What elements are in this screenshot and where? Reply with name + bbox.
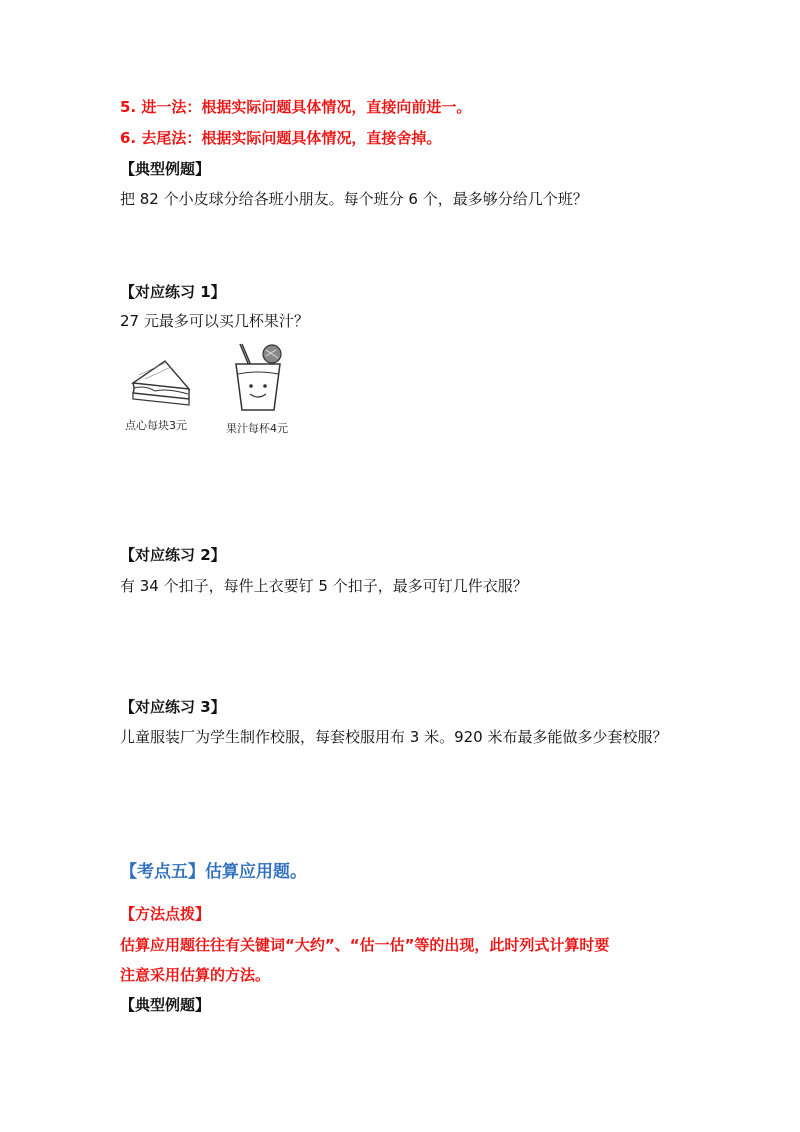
section-5-title: 【考点五】估算应用题。	[120, 862, 307, 882]
sandwich-icon	[125, 355, 195, 414]
rule-6: 6. 去尾法：根据实际问题具体情况，直接舍掉。	[120, 129, 442, 147]
juice-cup-icon	[228, 342, 288, 418]
practice-1-question: 27 元最多可以买几杯果汁？	[120, 312, 309, 330]
method-line-1: 估算应用题往往有关键词“大约”、“估一估”等的出现，此时列式计算时要	[120, 936, 610, 954]
practice-3-heading: 【对应练习 3】	[120, 698, 226, 716]
practice-3-question: 儿童服装厂为学生制作校服，每套校服用布 3 米。920 米布最多能做多少套校服？	[120, 728, 668, 746]
practice-2-question: 有 34 个扣子，每件上衣要钉 5 个扣子，最多可钉几件衣服？	[120, 577, 528, 595]
example-heading: 【典型例题】	[120, 160, 211, 178]
example-question: 把 82 个小皮球分给各班小朋友。每个班分 6 个，最多够分给几个班？	[120, 190, 588, 208]
rule-5: 5. 进一法：根据实际问题具体情况，直接向前进一。	[120, 98, 472, 116]
practice-1-heading: 【对应练习 1】	[120, 283, 226, 301]
method-line-2: 注意采用估算的方法。	[120, 966, 271, 984]
juice-caption: 果汁每杯4元	[226, 422, 288, 435]
sandwich-caption: 点心每块3元	[125, 419, 187, 432]
example-heading-2: 【典型例题】	[120, 996, 211, 1014]
method-heading: 【方法点拨】	[120, 905, 211, 923]
practice-2-heading: 【对应练习 2】	[120, 546, 226, 564]
